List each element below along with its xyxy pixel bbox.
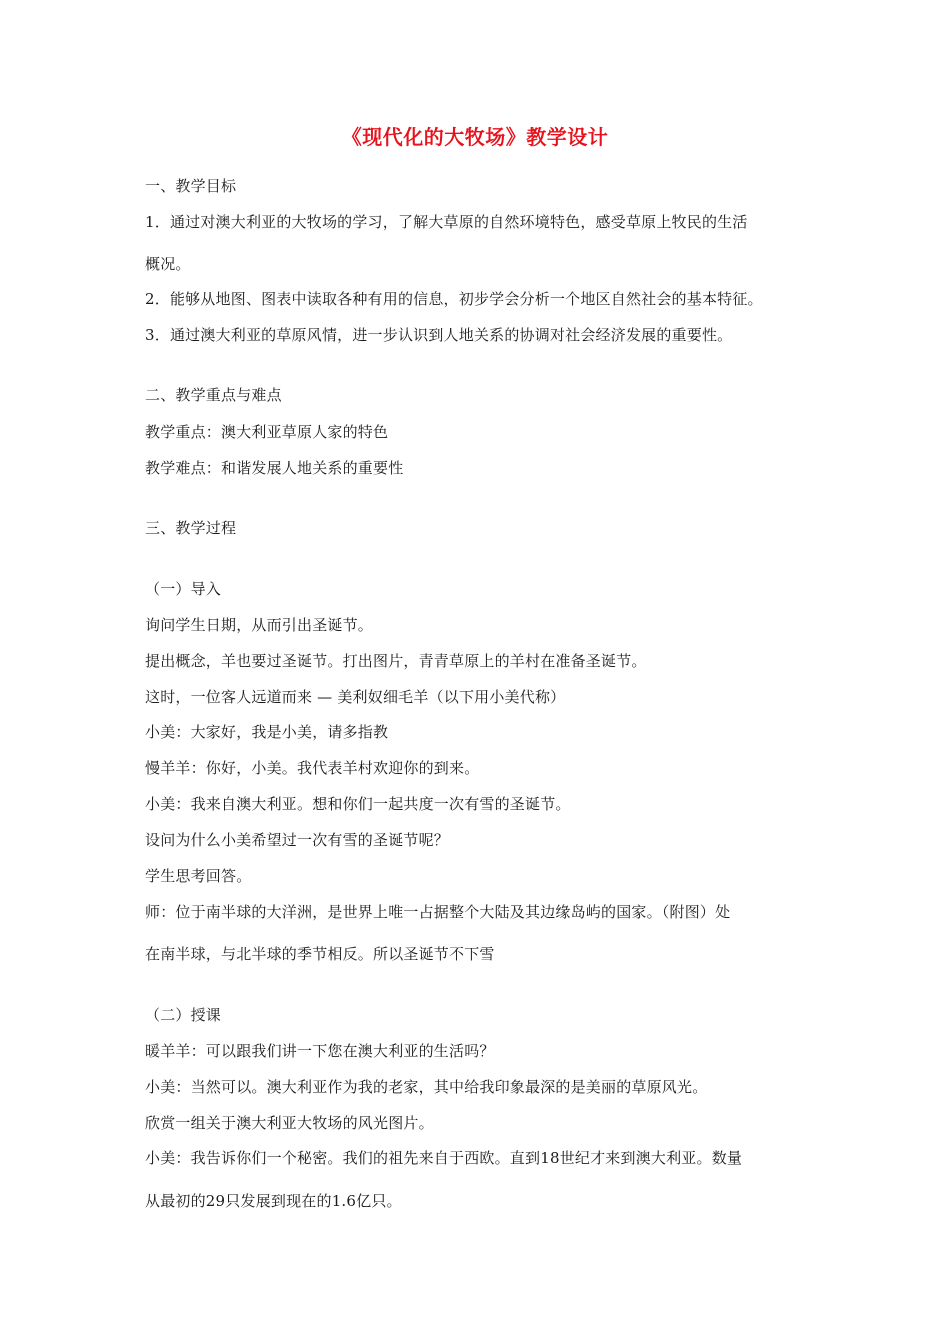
part1-line: 学生思考回答。 — [145, 867, 252, 885]
part2-line: 欣赏一组关于澳大利亚大牧场的风光图片。 — [145, 1114, 434, 1132]
part1-line: 这时，一位客人远道而来 — 美利奴细毛羊（以下用小美代称） — [145, 688, 566, 706]
section2-heading: 二、教学重点与难点 — [145, 386, 282, 404]
part1-line: 在南半球，与北半球的季节相反。所以圣诞节不下雪 — [145, 945, 495, 963]
part2-line: 小美：我告诉你们一个秘密。我们的祖先来自于西欧。直到18世纪才来到澳大利亚。数量 — [145, 1149, 743, 1167]
part2-line: 小美：当然可以。澳大利亚作为我的老家，其中给我印象最深的是美丽的草原风光。 — [145, 1078, 708, 1096]
part2-line: 从最初的29只发展到现在的1.6亿只。 — [145, 1192, 402, 1210]
key-point: 教学重点：澳大利亚草原人家的特色 — [145, 423, 389, 441]
part1-heading: （一）导入 — [145, 580, 222, 598]
part1-line: 慢羊羊：你好，小美。我代表羊村欢迎你的到来。 — [145, 759, 480, 777]
part2-line: 暖羊羊：可以跟我们讲一下您在澳大利亚的生活吗？ — [145, 1042, 495, 1060]
part1-line: 询问学生日期，从而引出圣诞节。 — [145, 616, 374, 634]
objective-2: 2．能够从地图、图表中读取各种有用的信息，初步学会分析一个地区自然社会的基本特征。 — [145, 290, 763, 308]
objective-3: 3．通过澳大利亚的草原风情，进一步认识到人地关系的协调对社会经济发展的重要性。 — [145, 326, 733, 344]
part2-heading: （二）授课 — [145, 1006, 222, 1024]
section3-heading: 三、教学过程 — [145, 519, 237, 537]
part1-line: 师：位于南半球的大洋洲，是世界上唯一占据整个大陆及其边缘岛屿的国家。（附图）处 — [145, 903, 731, 921]
difficult-point: 教学难点：和谐发展人地关系的重要性 — [145, 459, 404, 477]
part1-line: 小美：大家好，我是小美，请多指教 — [145, 723, 389, 741]
part1-line: 设问为什么小美希望过一次有雪的圣诞节呢？ — [145, 831, 450, 849]
objective-1-line1: 1．通过对澳大利亚的大牧场的学习，了解大草原的自然环境特色，感受草原上牧民的生活 — [145, 213, 748, 231]
document-title: 《现代化的大牧场》教学设计 — [341, 125, 609, 149]
objective-1-line2: 概况。 — [145, 255, 191, 273]
section1-heading: 一、教学目标 — [145, 177, 237, 195]
part1-line: 小美：我来自澳大利亚。想和你们一起共度一次有雪的圣诞节。 — [145, 795, 571, 813]
part1-line: 提出概念，羊也要过圣诞节。打出图片，青青草原上的羊村在准备圣诞节。 — [145, 652, 647, 670]
